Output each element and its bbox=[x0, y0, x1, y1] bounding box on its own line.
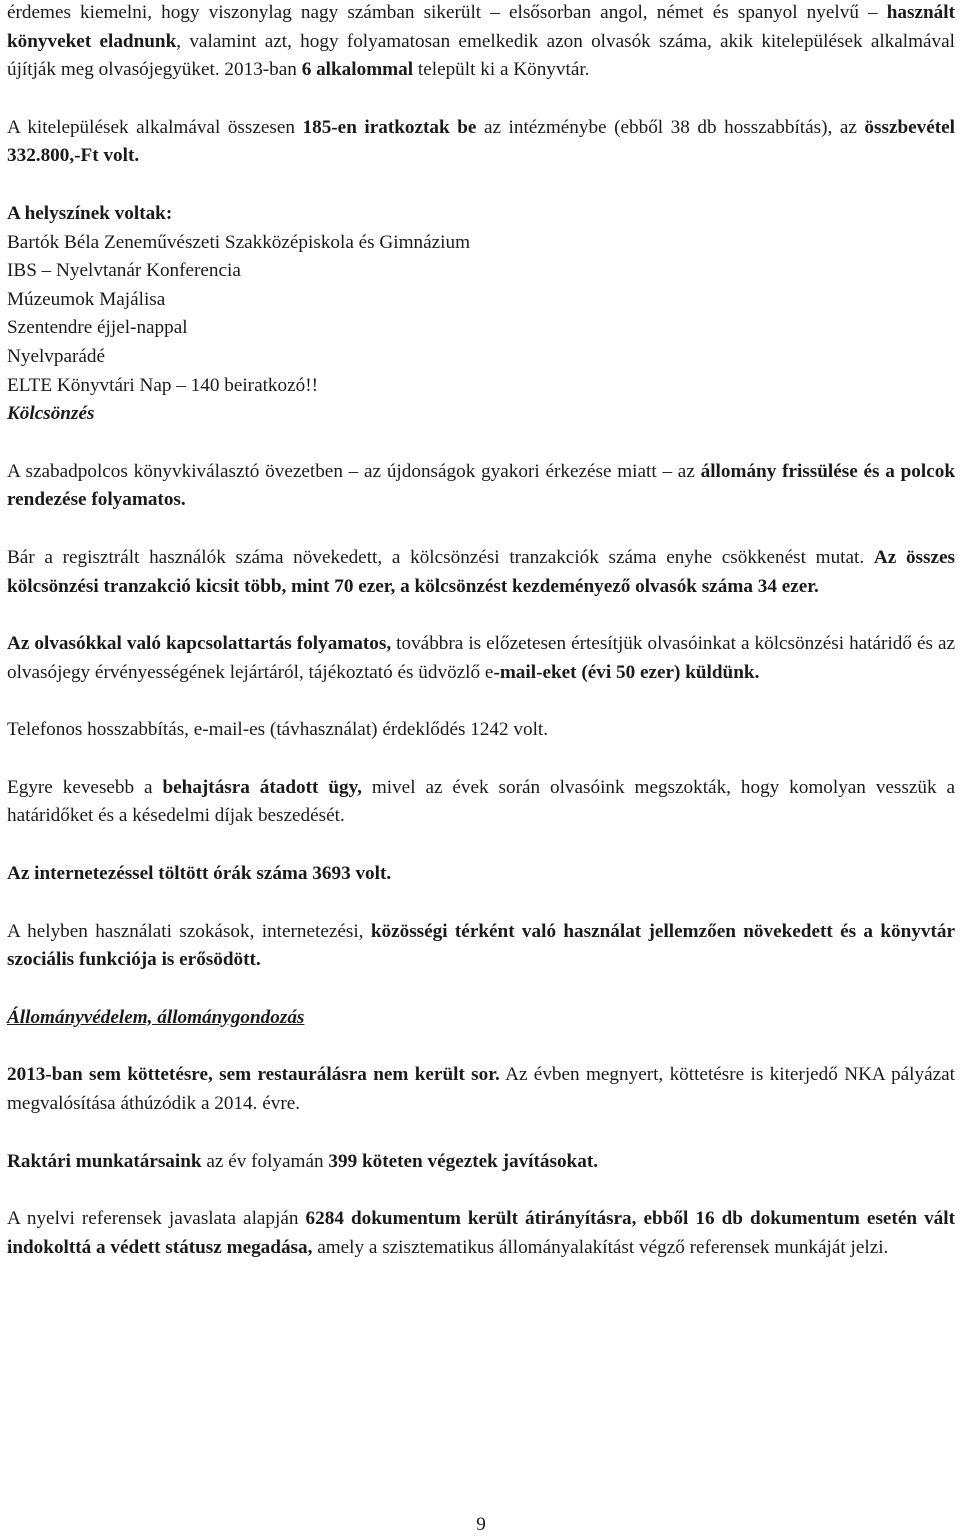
bold-text: állomány frissülése és a polcok rendezése folyamatos. bbox=[7, 460, 955, 511]
text: Egyre kevesebb a bbox=[7, 776, 163, 798]
text: Bár a regisztrált használók száma növekedett, a kölcsönzési tranzakciók száma enyhe csökkenést mutat. bbox=[7, 546, 874, 568]
page-number: 9 bbox=[476, 1514, 486, 1535]
section-heading-lending: Kölcsönzés bbox=[7, 403, 95, 425]
venue-item: IBS – Nyelvtanár Konferencia bbox=[7, 260, 241, 282]
venue-item: Múzeumok Majálisa bbox=[7, 288, 166, 310]
document-page bbox=[7, 0, 955, 1537]
text: Az évben megnyert, köttetésre is kiterjedő NKA pályázat megvalósítása áthúzódik a 2014. évre. bbox=[7, 1064, 955, 1115]
venues-title: A helyszínek voltak: bbox=[7, 202, 173, 224]
paragraph-used-books bbox=[7, 0, 955, 85]
paragraph-registrations bbox=[7, 114, 955, 171]
text: az intézménybe (ebből 38 db hosszabbítás), az bbox=[476, 116, 865, 138]
bold-text: 399 köteten végeztek javításokat. bbox=[328, 1150, 599, 1172]
section-heading-preservation: Állományvédelem, állománygondozás bbox=[7, 1006, 305, 1028]
paragraph-collections bbox=[7, 774, 955, 831]
bold-text: 185-en iratkoztak be bbox=[302, 116, 477, 138]
text: továbbra is előzetesen értesítjük olvasóinkat a kölcsönzési határidő és az olvasójegy érvényességének lejártáról, tájékoztató és üdvözlő e bbox=[7, 633, 956, 683]
paragraph-transactions bbox=[7, 544, 955, 601]
venue-item: ELTE Könyvtári Nap – 140 beiratkozó!! bbox=[7, 374, 318, 396]
paragraph-contact bbox=[7, 630, 955, 687]
venue-item: Szentendre éjjel-nappal bbox=[7, 317, 188, 339]
text: , valamint azt, hogy folyamatosan emelkedik azon olvasók száma, akik kitelepülések alkalmával újítják meg olvasójegyüket. 2013-ban bbox=[7, 30, 955, 81]
bold-text: összbevétel 332.800,-Ft volt. bbox=[7, 116, 956, 167]
bold-text: Az olvasókkal való kapcsolattartás folyamatos, bbox=[7, 633, 392, 655]
venue-item: Bartók Béla Zeneművészeti Szakközépiskola és Gimnázium bbox=[7, 231, 471, 253]
bold-text: használt könyveket eladnunk bbox=[7, 2, 955, 52]
bold-text: 6284 dokumentum került átirányításra, ebből 16 db dokumentum esetén vált indokolttá a védett státusz megadása, bbox=[7, 1208, 955, 1258]
paragraph-binding bbox=[7, 1061, 955, 1118]
text: A helyben használati szokások, internetezési, bbox=[7, 920, 371, 942]
venue-item: Nyelvparádé bbox=[7, 345, 106, 367]
text: A nyelvi referensek javaslata alapján bbox=[7, 1208, 306, 1230]
bold-text: 2013-ban sem köttetésre, sem restaurálásra nem került sor. bbox=[7, 1064, 500, 1086]
text: települt ki a Könyvtár. bbox=[413, 59, 590, 81]
text: az év folyamán bbox=[201, 1150, 329, 1172]
paragraph-phone-renewal: Telefonos hosszabbítás, e-mail-es (távhasználat) érdeklődés 1242 volt. bbox=[7, 719, 549, 741]
paragraph-repairs bbox=[7, 1148, 955, 1177]
paragraph-internet-hours bbox=[7, 860, 955, 889]
text: A kitelepülések alkalmával összesen bbox=[7, 116, 303, 138]
bold-text: Az internetezéssel töltött órák száma 3693 volt. bbox=[7, 863, 392, 885]
bold-text: 6 alkalommal bbox=[301, 59, 414, 81]
bold-text: Raktári munkatársaink bbox=[7, 1150, 202, 1172]
text: amely a szisztematikus állományalakítást végző referensek munkáját jelzi. bbox=[312, 1236, 889, 1258]
text: érdemes kiemelni, hogy viszonylag nagy számban sikerült – elsősorban angol, német és spanyol nyelvű – bbox=[7, 2, 887, 23]
paragraph-referents bbox=[7, 1205, 955, 1262]
bold-text: -mail-eket (évi 50 ezer) küldünk. bbox=[493, 661, 760, 683]
bold-text: behajtásra átadott ügy, bbox=[162, 776, 362, 798]
text: mivel az évek során olvasóink megszokták, hogy komolyan vesszük a határidőket és a késedelmi díjak beszedését. bbox=[7, 776, 955, 827]
bold-text: közösségi térként való használat jellemzően növekedett és a könyvtár szociális funkciója is erősödött. bbox=[7, 920, 955, 971]
text: A szabadpolcos könyvkiválasztó övezetben – az újdonságok gyakori érkezése miatt – az bbox=[7, 460, 701, 482]
bold-text: Az összes kölcsönzési tranzakció kicsit több, mint 70 ezer, a kölcsönzést kezdeményező olvasók száma 34 ezer. bbox=[7, 546, 955, 597]
paragraph-open-shelves bbox=[7, 458, 955, 515]
paragraph-onsite-usage bbox=[7, 918, 955, 975]
